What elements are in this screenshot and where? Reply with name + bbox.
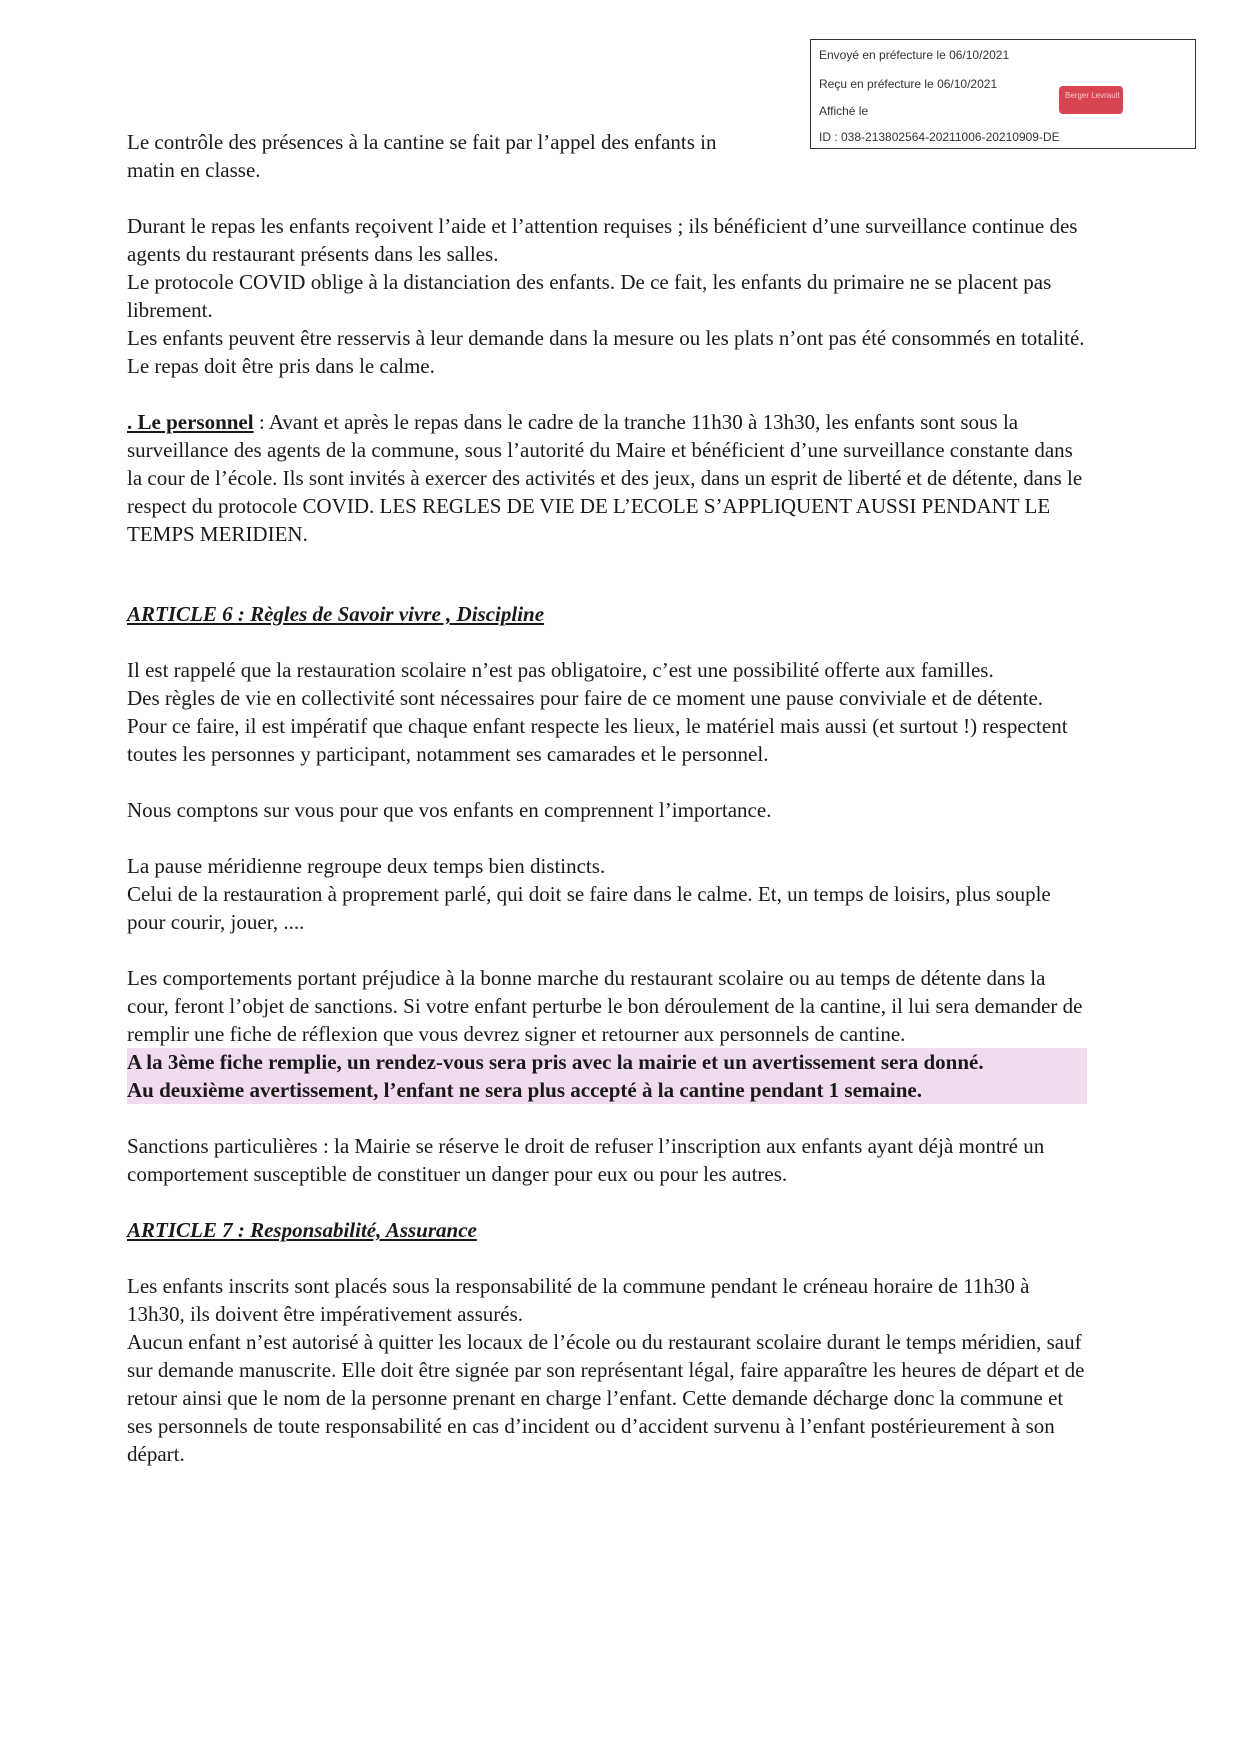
personnel-text: : Avant et après le repas dans le cadre de la tranche 11h30 à 13h30, les enfants sont sous la surveillance des agents de la commune, sous l’autorité du Maire et bénéficient d’une surveillance constante dans la cour de l’école. Ils sont invités à exercer des activités et des jeux, dans un esprit de liberté et de détente, dans le respect du protocole COVID. LES REGLES DE VIE DE L’ECOLE S’APPLIQUENT AUSSI PENDANT LE TEMPS MERIDIEN. <box>127 410 1083 546</box>
article-6-paragraph-3: Pour ce faire, il est impératif que chaque enfant respecte les lieux, le matériel mais aussi (et surtout !) respectent toutes les personnes y participant, notamment ses camarades et le personnel. <box>127 714 1068 766</box>
article-6-paragraph-6: Celui de la restauration à proprement parlé, qui doit se faire dans le calme. Et, un temps de loisirs, plus souple pour courir, jouer, .... <box>127 882 1051 934</box>
article-7-paragraph-1: Les enfants inscrits sont placés sous la responsabilité de la commune pendant le créneau horaire de 11h30 à 13h30, ils doivent être impérativement assurés. <box>127 1274 1030 1326</box>
intro-paragraph-2: Durant le repas les enfants reçoivent l’aide et l’attention requises ; ils bénéficient d’une surveillance continue des agents du restaurant présents dans les salles. <box>127 214 1078 266</box>
article-7-paragraph-2: Aucun enfant n’est autorisé à quitter les locaux de l’école ou du restaurant scolaire durant le temps méridien, sauf sur demande manuscrite. Elle doit être signée par son représentant légal, faire apparaître les heures de départ et de retour ainsi que le nom de la personne prenant en charge l’enfant. Cette demande décharge donc la commune et ses personnels de toute responsabilité en cas d’incident ou d’accident survenu à l’enfant postérieurement à son départ. <box>127 1330 1085 1466</box>
berger-levrault-logo: Berger Levrault <box>1059 86 1123 114</box>
highlight-second-warning: Au deuxième avertissement, l’enfant ne sera plus accepté à la cantine pendant 1 semaine. <box>127 1076 1087 1104</box>
article-6-paragraph-5: La pause méridienne regroupe deux temps bien distincts. <box>127 854 606 878</box>
personnel-paragraph <box>127 408 1087 548</box>
intro-line-2: matin en classe. <box>127 158 261 182</box>
stamp-received-date: Reçu en préfecture le 06/10/2021 <box>819 77 998 91</box>
article-6-paragraph-8: Sanctions particulières : la Mairie se réserve le droit de refuser l’inscription aux enfants ayant déjà montré un comportement susceptible de constituer un danger pour eux ou pour les autres. <box>127 1134 1045 1186</box>
stamp-sent-date: Envoyé en préfecture le 06/10/2021 <box>819 48 1010 62</box>
article-6-paragraph-1: Il est rappelé que la restauration scolaire n’est pas obligatoire, c’est une possibilité offerte aux familles. <box>127 658 994 682</box>
highlight-third-sheet: A la 3ème fiche remplie, un rendez-vous sera pris avec la mairie et un avertissement sera donné. <box>127 1048 1087 1076</box>
article-6-heading: ARTICLE 6 : Règles de Savoir vivre , Discipline <box>127 602 545 626</box>
article-7-heading: ARTICLE 7 : Responsabilité, Assurance <box>127 1218 477 1242</box>
intro-line-1: Le contrôle des présences à la cantine se fait par l’appel des enfants in <box>127 130 717 154</box>
prefecture-stamp <box>810 39 1196 149</box>
personnel-lead: . Le personnel <box>127 410 254 434</box>
article-6-paragraph-4: Nous comptons sur vous pour que vos enfants en comprennent l’importance. <box>127 798 772 822</box>
article-6-paragraph-7: Les comportements portant préjudice à la bonne marche du restaurant scolaire ou au temps de détente dans la cour, feront l’objet de sanctions. Si votre enfant perturbe le bon déroulement de la cantine, il lui sera demander de remplir une fiche de réflexion que vous devrez signer et retourner aux personnels de cantine. <box>127 966 1083 1046</box>
document-body <box>127 128 1087 1468</box>
stamp-id: ID : 038-213802564-20211006-20210909-DE <box>819 130 1060 144</box>
intro-paragraph-3: Le protocole COVID oblige à la distanciation des enfants. De ce fait, les enfants du primaire ne se placent pas librement. <box>127 270 1052 322</box>
intro-paragraph-4: Les enfants peuvent être resservis à leur demande dans la mesure ou les plats n’ont pas été consommés en totalité. <box>127 326 1085 350</box>
stamp-posted: Affiché le <box>819 104 869 118</box>
intro-paragraph-5: Le repas doit être pris dans le calme. <box>127 354 435 378</box>
article-6-paragraph-2: Des règles de vie en collectivité sont nécessaires pour faire de ce moment une pause conviviale et de détente. <box>127 686 1044 710</box>
